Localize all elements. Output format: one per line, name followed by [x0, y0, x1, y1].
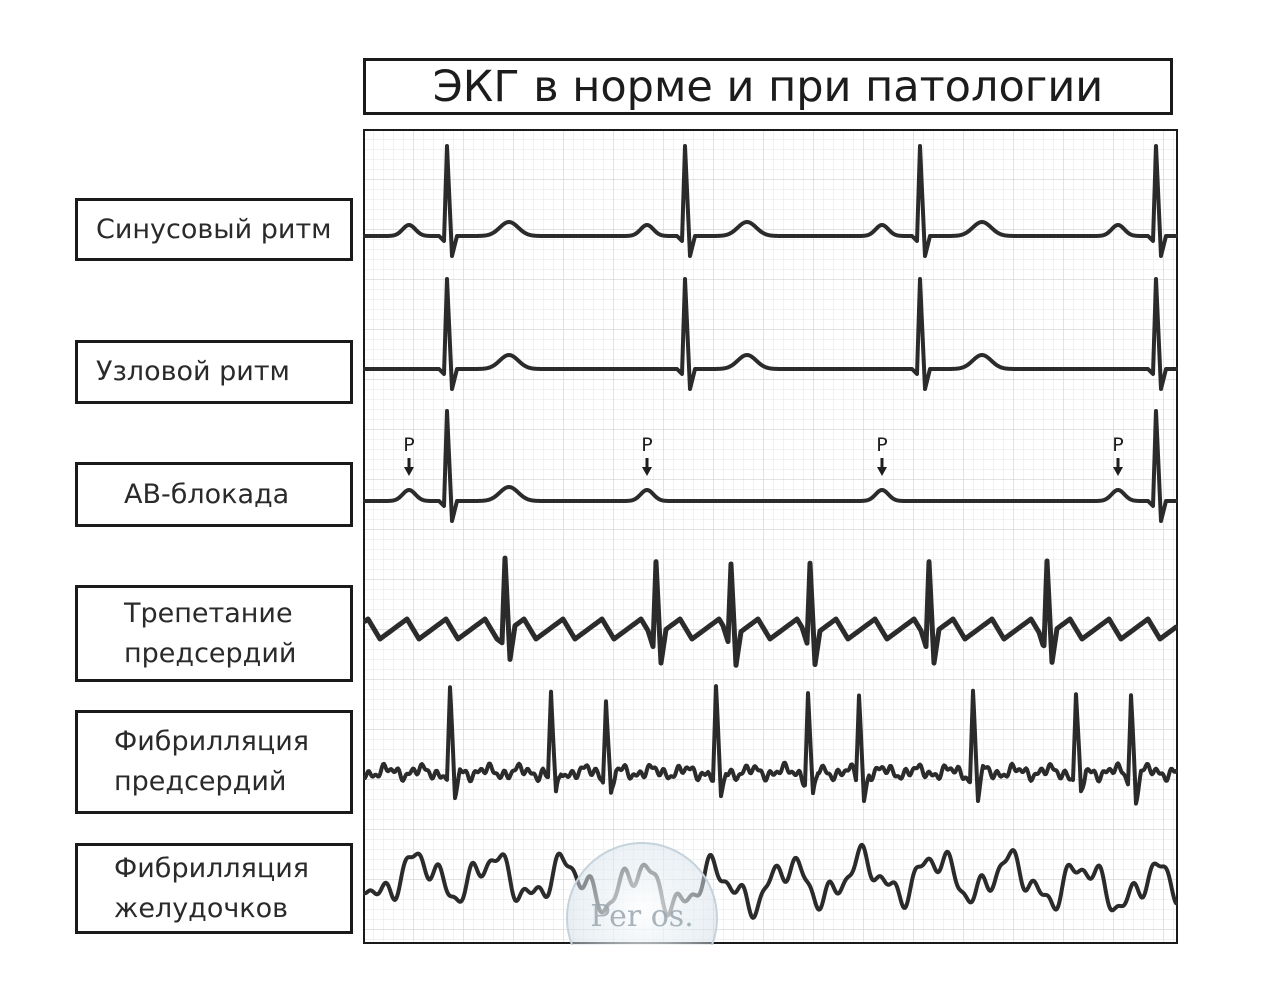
label-line: Трепетание	[124, 597, 293, 629]
label-nodal-rhythm	[75, 340, 353, 404]
label-line: предсердий	[114, 766, 287, 797]
p-wave-label: P	[876, 434, 888, 456]
ecg-grid-panel	[363, 129, 1178, 945]
p-wave-label: P	[641, 434, 653, 456]
label-sinus-rhythm	[75, 198, 353, 261]
label-line: желудочков	[114, 892, 289, 924]
page-title: ЭКГ в норме и при патологии	[363, 58, 1173, 115]
label-line: Фибрилляция	[114, 852, 310, 884]
p-wave-label: P	[1112, 434, 1124, 456]
label-atrial-flutter	[75, 585, 353, 682]
label-line: Фибрилляция	[114, 726, 310, 757]
watermark-text: Per os.	[590, 899, 694, 934]
label-line: Синусовый ритм	[96, 213, 332, 245]
label-atrial-fibrillation	[75, 710, 353, 814]
label-ventricular-fibrillation	[75, 843, 353, 934]
label-av-block	[75, 462, 353, 527]
p-wave-label: P	[403, 434, 415, 456]
label-line: Узловой ритм	[96, 356, 290, 387]
label-line: предсердий	[124, 637, 297, 669]
label-line: АВ-блокада	[124, 478, 290, 510]
